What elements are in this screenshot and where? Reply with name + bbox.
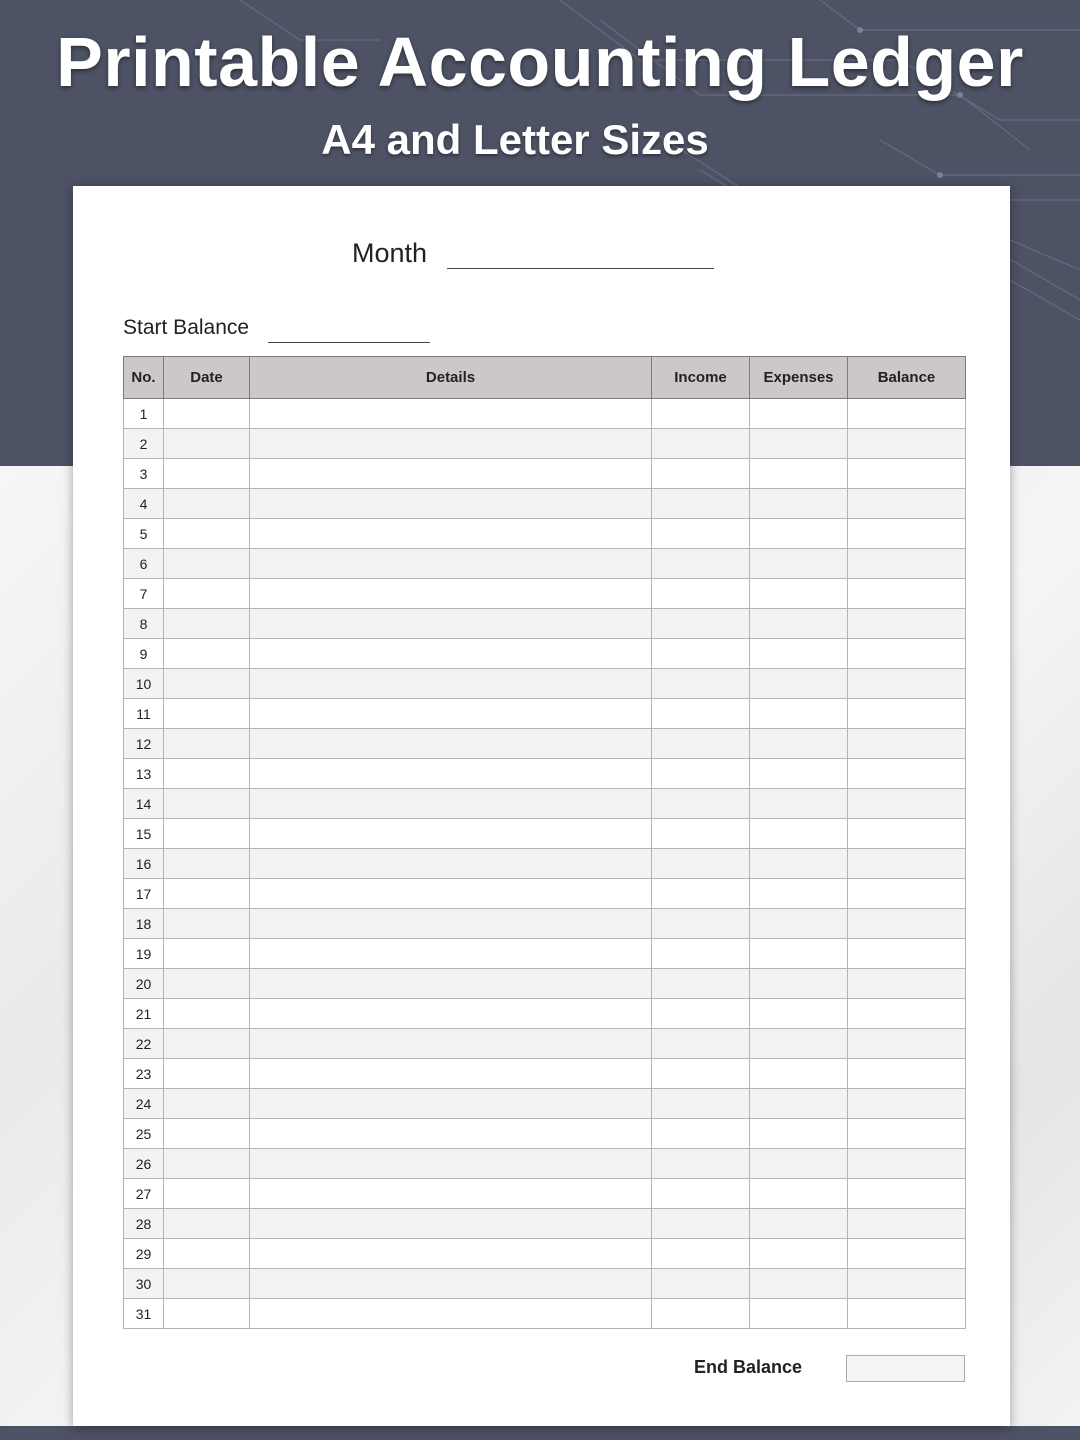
- expenses-cell[interactable]: [750, 609, 848, 639]
- expenses-cell[interactable]: [750, 1299, 848, 1329]
- column-header-income: Income: [652, 357, 750, 399]
- row-number-cell: 2: [124, 429, 164, 459]
- row-number-cell: 16: [124, 849, 164, 879]
- expenses-cell[interactable]: [750, 669, 848, 699]
- details-cell[interactable]: [250, 1119, 652, 1149]
- row-number-cell: 3: [124, 459, 164, 489]
- table-row: [124, 669, 966, 699]
- income-cell[interactable]: [652, 489, 750, 519]
- income-cell[interactable]: [652, 399, 750, 429]
- balance-cell[interactable]: [848, 759, 966, 789]
- balance-cell[interactable]: [848, 1089, 966, 1119]
- table-row: [124, 1209, 966, 1239]
- table-row: [124, 639, 966, 669]
- table-row: [124, 1149, 966, 1179]
- balance-cell[interactable]: [848, 879, 966, 909]
- income-cell[interactable]: [652, 819, 750, 849]
- row-number-cell: 25: [124, 1119, 164, 1149]
- income-cell[interactable]: [652, 849, 750, 879]
- row-number-cell: 27: [124, 1179, 164, 1209]
- details-cell[interactable]: [250, 399, 652, 429]
- details-cell[interactable]: [250, 669, 652, 699]
- expenses-cell[interactable]: [750, 1119, 848, 1149]
- date-cell[interactable]: [164, 459, 250, 489]
- details-cell[interactable]: [250, 609, 652, 639]
- date-cell[interactable]: [164, 1209, 250, 1239]
- balance-cell[interactable]: [848, 849, 966, 879]
- table-header-row: [124, 357, 966, 399]
- row-number-cell: 9: [124, 639, 164, 669]
- row-number-cell: 14: [124, 789, 164, 819]
- row-number-cell: 26: [124, 1149, 164, 1179]
- date-cell[interactable]: [164, 639, 250, 669]
- income-cell[interactable]: [652, 789, 750, 819]
- table-row: [124, 1119, 966, 1149]
- date-cell[interactable]: [164, 669, 250, 699]
- date-cell[interactable]: [164, 1239, 250, 1269]
- date-cell[interactable]: [164, 699, 250, 729]
- expenses-cell[interactable]: [750, 489, 848, 519]
- expenses-cell[interactable]: [750, 699, 848, 729]
- table-row: [124, 879, 966, 909]
- details-cell[interactable]: [250, 1149, 652, 1179]
- balance-cell[interactable]: [848, 669, 966, 699]
- details-cell[interactable]: [250, 939, 652, 969]
- income-cell[interactable]: [652, 1299, 750, 1329]
- date-cell[interactable]: [164, 1089, 250, 1119]
- date-cell[interactable]: [164, 1119, 250, 1149]
- income-cell[interactable]: [652, 1239, 750, 1269]
- date-cell[interactable]: [164, 849, 250, 879]
- details-cell[interactable]: [250, 1179, 652, 1209]
- row-number-cell: 19: [124, 939, 164, 969]
- expenses-cell[interactable]: [750, 459, 848, 489]
- balance-cell[interactable]: [848, 1059, 966, 1089]
- balance-cell[interactable]: [848, 639, 966, 669]
- balance-cell[interactable]: [848, 819, 966, 849]
- balance-cell[interactable]: [848, 489, 966, 519]
- details-cell[interactable]: [250, 819, 652, 849]
- expenses-cell[interactable]: [750, 909, 848, 939]
- expenses-cell[interactable]: [750, 549, 848, 579]
- date-cell[interactable]: [164, 999, 250, 1029]
- date-cell[interactable]: [164, 429, 250, 459]
- table-row: [124, 1299, 966, 1329]
- income-cell[interactable]: [652, 1119, 750, 1149]
- row-number-cell: 24: [124, 1089, 164, 1119]
- expenses-cell[interactable]: [750, 969, 848, 999]
- table-row: [124, 759, 966, 789]
- row-number-cell: 7: [124, 579, 164, 609]
- expenses-cell[interactable]: [750, 1089, 848, 1119]
- table-row: [124, 1029, 966, 1059]
- income-cell[interactable]: [652, 969, 750, 999]
- column-header-balance: Balance: [848, 357, 966, 399]
- table-row: [124, 849, 966, 879]
- details-cell[interactable]: [250, 789, 652, 819]
- table-row: [124, 1179, 966, 1209]
- row-number-cell: 22: [124, 1029, 164, 1059]
- ledger-table: [123, 356, 966, 1329]
- income-cell[interactable]: [652, 1179, 750, 1209]
- date-cell[interactable]: [164, 519, 250, 549]
- date-cell[interactable]: [164, 1269, 250, 1299]
- expenses-cell[interactable]: [750, 879, 848, 909]
- end-balance-label: End Balance: [694, 1357, 803, 1377]
- income-cell[interactable]: [652, 429, 750, 459]
- table-row: [124, 459, 966, 489]
- date-cell[interactable]: [164, 1059, 250, 1089]
- date-cell[interactable]: [164, 969, 250, 999]
- expenses-cell[interactable]: [750, 1239, 848, 1269]
- details-cell[interactable]: [250, 1209, 652, 1239]
- expenses-cell[interactable]: [750, 1269, 848, 1299]
- date-cell[interactable]: [164, 729, 250, 759]
- income-cell[interactable]: [652, 519, 750, 549]
- date-cell[interactable]: [164, 789, 250, 819]
- details-cell[interactable]: [250, 459, 652, 489]
- expenses-cell[interactable]: [750, 429, 848, 459]
- table-row: [124, 519, 966, 549]
- date-cell[interactable]: [164, 549, 250, 579]
- balance-cell[interactable]: [848, 1029, 966, 1059]
- row-number-cell: 10: [124, 669, 164, 699]
- details-cell[interactable]: [250, 759, 652, 789]
- end-balance-input-box[interactable]: [846, 1355, 965, 1382]
- balance-cell[interactable]: [848, 1179, 966, 1209]
- balance-cell[interactable]: [848, 909, 966, 939]
- income-cell[interactable]: [652, 1029, 750, 1059]
- expenses-cell[interactable]: [750, 819, 848, 849]
- expenses-cell[interactable]: [750, 639, 848, 669]
- income-cell[interactable]: [652, 579, 750, 609]
- income-cell[interactable]: [652, 669, 750, 699]
- expenses-cell[interactable]: [750, 1059, 848, 1089]
- date-cell[interactable]: [164, 759, 250, 789]
- date-cell[interactable]: [164, 489, 250, 519]
- table-row: [124, 699, 966, 729]
- details-cell[interactable]: [250, 1269, 652, 1299]
- ledger-table-body: [124, 399, 966, 1329]
- table-row: [124, 999, 966, 1029]
- table-row: [124, 609, 966, 639]
- row-number-cell: 21: [124, 999, 164, 1029]
- balance-cell[interactable]: [848, 939, 966, 969]
- details-cell[interactable]: [250, 1299, 652, 1329]
- balance-cell[interactable]: [848, 579, 966, 609]
- details-cell[interactable]: [250, 909, 652, 939]
- table-row: [124, 579, 966, 609]
- row-number-cell: 28: [124, 1209, 164, 1239]
- expenses-cell[interactable]: [750, 759, 848, 789]
- expenses-cell[interactable]: [750, 999, 848, 1029]
- row-number-cell: 12: [124, 729, 164, 759]
- table-row: [124, 819, 966, 849]
- income-cell[interactable]: [652, 1089, 750, 1119]
- table-row: [124, 1269, 966, 1299]
- details-cell[interactable]: [250, 879, 652, 909]
- income-cell[interactable]: [652, 549, 750, 579]
- expenses-cell[interactable]: [750, 519, 848, 549]
- column-header-no: No.: [124, 357, 164, 399]
- start-balance-input-line[interactable]: [268, 342, 430, 343]
- month-label: Month: [352, 238, 428, 268]
- date-cell[interactable]: [164, 1299, 250, 1329]
- balance-cell[interactable]: [848, 1209, 966, 1239]
- row-number-cell: 4: [124, 489, 164, 519]
- row-number-cell: 18: [124, 909, 164, 939]
- income-cell[interactable]: [652, 999, 750, 1029]
- details-cell[interactable]: [250, 429, 652, 459]
- row-number-cell: 31: [124, 1299, 164, 1329]
- table-row: [124, 939, 966, 969]
- date-cell[interactable]: [164, 1149, 250, 1179]
- income-cell[interactable]: [652, 1269, 750, 1299]
- income-cell[interactable]: [652, 729, 750, 759]
- row-number-cell: 23: [124, 1059, 164, 1089]
- balance-cell[interactable]: [848, 549, 966, 579]
- income-cell[interactable]: [652, 699, 750, 729]
- income-cell[interactable]: [652, 609, 750, 639]
- table-row: [124, 489, 966, 519]
- date-cell[interactable]: [164, 879, 250, 909]
- balance-cell[interactable]: [848, 789, 966, 819]
- details-cell[interactable]: [250, 549, 652, 579]
- details-cell[interactable]: [250, 699, 652, 729]
- balance-cell[interactable]: [848, 1269, 966, 1299]
- details-cell[interactable]: [250, 1059, 652, 1089]
- column-header-details: Details: [250, 357, 652, 399]
- balance-cell[interactable]: [848, 729, 966, 759]
- page-subtitle: A4 and Letter Sizes: [321, 116, 709, 163]
- balance-cell[interactable]: [848, 399, 966, 429]
- date-cell[interactable]: [164, 1029, 250, 1059]
- balance-cell[interactable]: [848, 699, 966, 729]
- expenses-cell[interactable]: [750, 849, 848, 879]
- table-row: [124, 1239, 966, 1269]
- month-input-line[interactable]: [447, 268, 714, 269]
- table-row: [124, 789, 966, 819]
- expenses-cell[interactable]: [750, 1029, 848, 1059]
- table-row: [124, 1089, 966, 1119]
- column-header-expenses: Expenses: [750, 357, 848, 399]
- balance-cell[interactable]: [848, 1239, 966, 1269]
- income-cell[interactable]: [652, 759, 750, 789]
- details-cell[interactable]: [250, 489, 652, 519]
- income-cell[interactable]: [652, 909, 750, 939]
- expenses-cell[interactable]: [750, 789, 848, 819]
- date-cell[interactable]: [164, 939, 250, 969]
- date-cell[interactable]: [164, 909, 250, 939]
- balance-cell[interactable]: [848, 1149, 966, 1179]
- balance-cell[interactable]: [848, 969, 966, 999]
- income-cell[interactable]: [652, 879, 750, 909]
- row-number-cell: 6: [124, 549, 164, 579]
- table-row: [124, 729, 966, 759]
- table-row: [124, 429, 966, 459]
- income-cell[interactable]: [652, 639, 750, 669]
- column-header-date: Date: [164, 357, 250, 399]
- balance-cell[interactable]: [848, 1119, 966, 1149]
- details-cell[interactable]: [250, 969, 652, 999]
- table-row: [124, 969, 966, 999]
- row-number-cell: 11: [124, 699, 164, 729]
- details-cell[interactable]: [250, 1029, 652, 1059]
- row-number-cell: 17: [124, 879, 164, 909]
- ledger-sheet: [73, 186, 1010, 1426]
- balance-cell[interactable]: [848, 519, 966, 549]
- date-cell[interactable]: [164, 819, 250, 849]
- expenses-cell[interactable]: [750, 729, 848, 759]
- date-cell[interactable]: [164, 579, 250, 609]
- details-cell[interactable]: [250, 729, 652, 759]
- balance-cell[interactable]: [848, 1299, 966, 1329]
- balance-cell[interactable]: [848, 999, 966, 1029]
- background-bottom-strip: [0, 1426, 1080, 1440]
- income-cell[interactable]: [652, 939, 750, 969]
- row-number-cell: 13: [124, 759, 164, 789]
- balance-cell[interactable]: [848, 459, 966, 489]
- expenses-cell[interactable]: [750, 1149, 848, 1179]
- details-cell[interactable]: [250, 999, 652, 1029]
- start-balance-label: Start Balance: [123, 316, 250, 339]
- details-cell[interactable]: [250, 849, 652, 879]
- row-number-cell: 8: [124, 609, 164, 639]
- income-cell[interactable]: [652, 459, 750, 489]
- income-cell[interactable]: [652, 1059, 750, 1089]
- expenses-cell[interactable]: [750, 399, 848, 429]
- table-row: [124, 909, 966, 939]
- expenses-cell[interactable]: [750, 1179, 848, 1209]
- date-cell[interactable]: [164, 609, 250, 639]
- page-title: Printable Accounting Ledger: [56, 23, 1024, 101]
- table-row: [124, 549, 966, 579]
- date-cell[interactable]: [164, 1179, 250, 1209]
- date-cell[interactable]: [164, 399, 250, 429]
- details-cell[interactable]: [250, 579, 652, 609]
- balance-cell[interactable]: [848, 429, 966, 459]
- details-cell[interactable]: [250, 639, 652, 669]
- row-number-cell: 29: [124, 1239, 164, 1269]
- row-number-cell: 5: [124, 519, 164, 549]
- details-cell[interactable]: [250, 519, 652, 549]
- income-cell[interactable]: [652, 1209, 750, 1239]
- table-row: [124, 399, 966, 429]
- table-row: [124, 1059, 966, 1089]
- expenses-cell[interactable]: [750, 939, 848, 969]
- row-number-cell: 30: [124, 1269, 164, 1299]
- row-number-cell: 15: [124, 819, 164, 849]
- row-number-cell: 20: [124, 969, 164, 999]
- row-number-cell: 1: [124, 399, 164, 429]
- details-cell[interactable]: [250, 1239, 652, 1269]
- income-cell[interactable]: [652, 1149, 750, 1179]
- balance-cell[interactable]: [848, 609, 966, 639]
- expenses-cell[interactable]: [750, 1209, 848, 1239]
- expenses-cell[interactable]: [750, 579, 848, 609]
- details-cell[interactable]: [250, 1089, 652, 1119]
